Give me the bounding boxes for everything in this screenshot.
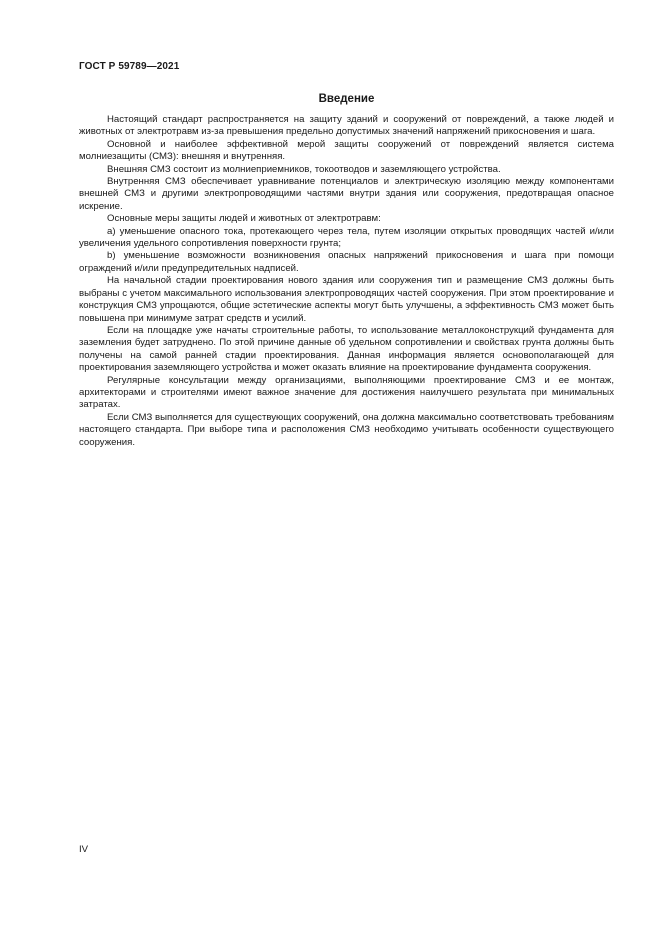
list-item: a) уменьшение опасного тока, протекающего через тела, путем изоляции открытых проводящих частей и/или увеличения удельного сопротивления поверхности грунта; bbox=[79, 225, 614, 250]
paragraph: Настоящий стандарт распространяется на защиту зданий и сооружений от повреждений, а также людей и животных от электротравм из-за превышения предельно допустимых значений напряжений прикосновения и шага. bbox=[79, 114, 614, 138]
paragraph: Внешняя СМЗ состоит из молниеприемников, токоотводов и заземляющего устройства. bbox=[107, 163, 501, 175]
section-title: Введение bbox=[318, 93, 375, 105]
paragraph: Если СМЗ выполняется для существующих сооружений, она должна максимально соответствовать требованиям настоящего стандарта. При выборе типа и расположения СМЗ необходимо учитывать особенности существующего сооружения. bbox=[79, 411, 614, 448]
paragraph: Основной и наиболее эффективной мерой защиты сооружений от повреждений является система молниезащиты (СМЗ): внешняя и внутренняя. bbox=[79, 138, 614, 163]
page-number: IV bbox=[79, 844, 89, 855]
document-code: ГОСТ Р 59789—2021 bbox=[79, 61, 180, 72]
paragraph: Регулярные консультации между организациями, выполняющими проектирование СМЗ и ее монтаж, архитекторами и строителями имеют важное значение для достижения наилучшего результата при минимальных затратах. bbox=[79, 374, 614, 411]
list-item: b) уменьшение возможности возникновения опасных напряжений прикосновения и шага при помощи ограждений и/или предупредительных надписей. bbox=[79, 250, 614, 274]
paragraph: На начальной стадии проектирования нового здания или сооружения тип и размещение СМЗ должны быть выбраны с учетом максимального использования электропроводящих частей сооружения. При этом проектирование и конструкция СМЗ упрощаются, общие эстетические аспекты могут быть улучшены, а эффективность СМЗ может быть повышена при минимуме затрат средств и усилий. bbox=[79, 275, 614, 324]
paragraph: Основные меры защиты людей и животных от электротравм: bbox=[107, 213, 381, 225]
paragraph: Внутренняя СМЗ обеспечивает уравнивание потенциалов и электрическую изоляцию между компонентами внешней СМЗ и другими электропроводящими частями внутри здания или сооружения, предотвращая опасное искрение. bbox=[79, 176, 614, 212]
paragraph: Если на площадке уже начаты строительные работы, то использование металлоконструкций фундамента для заземления будет затруднено. По этой причине данные об удельном сопротивлении и свойствах грунта должны быть получены на самой ранней стадии проектирования. Данная информация является основополагающей для проектирования заземляющего устройства и может оказать влияние на проектирование фундамента сооружения. bbox=[79, 324, 614, 374]
body-text bbox=[79, 114, 614, 449]
